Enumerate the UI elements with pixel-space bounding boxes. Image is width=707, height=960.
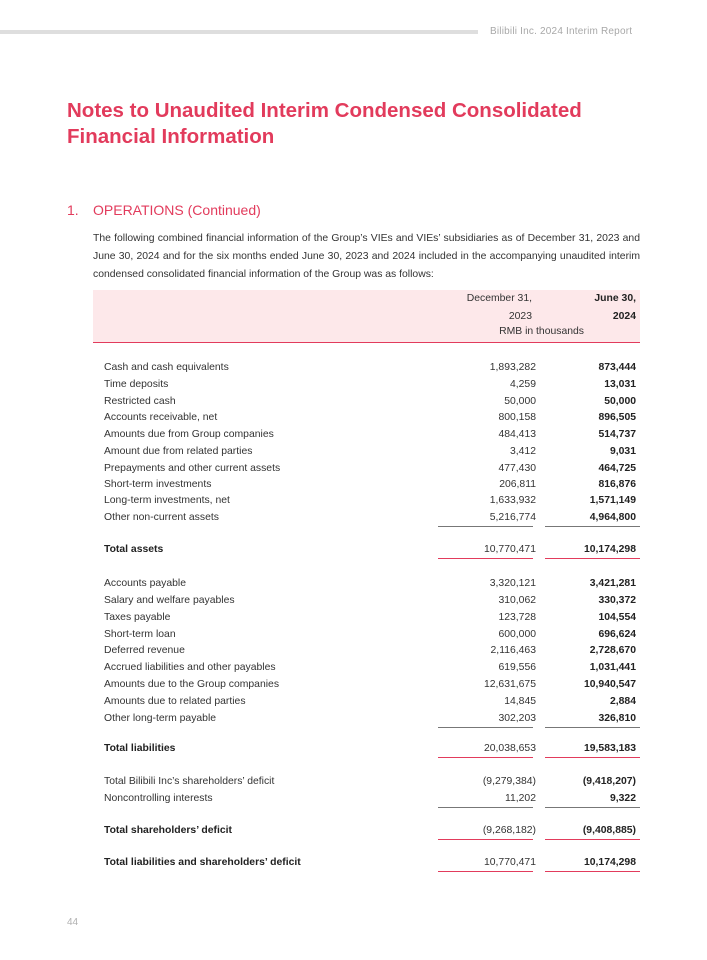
row-label: Restricted cash [104, 396, 176, 407]
row-label: Salary and welfare payables [104, 595, 235, 606]
subtotal-rule [545, 807, 640, 808]
table-row [104, 476, 640, 493]
value-2023: 310,062 [498, 595, 536, 606]
col-2024-label-line1: June 30, [594, 293, 636, 304]
subtotal-rule [545, 727, 640, 728]
value-2023: 206,811 [499, 479, 536, 490]
value-2023: 484,413 [498, 429, 536, 440]
value-2024: 464,725 [598, 463, 636, 474]
row-label: Time deposits [104, 379, 169, 390]
value-2023: 2,116,463 [490, 645, 536, 656]
subtotal-rule [545, 526, 640, 527]
total-rule [438, 558, 533, 559]
value-2024: 10,174,298 [583, 544, 636, 555]
row-label: Total shareholders’ deficit [104, 825, 232, 836]
header-rule [0, 30, 478, 34]
value-2023: 1,633,932 [489, 495, 536, 506]
value-2024: 104,554 [598, 612, 636, 623]
row-label: Prepayments and other current assets [104, 463, 281, 474]
row-label: Total liabilities and shareholders’ deficit [104, 857, 301, 868]
value-2024: (9,408,885) [582, 825, 636, 836]
table-row [104, 393, 640, 410]
value-2023: 600,000 [498, 629, 536, 640]
value-2023: 20,038,653 [483, 743, 536, 754]
table-row [104, 710, 640, 727]
subtotal-rule [438, 807, 533, 808]
value-2024: 10,174,298 [583, 857, 636, 868]
value-2023: 14,845 [504, 696, 536, 707]
value-2024: 9,031 [609, 446, 636, 457]
value-2024: 326,810 [598, 713, 636, 724]
section-heading [67, 202, 261, 218]
value-2024: 19,583,183 [583, 743, 636, 754]
value-2024: 2,884 [609, 696, 636, 707]
page-number: 44 [67, 917, 79, 928]
total-rule [438, 871, 533, 872]
value-2024: 330,372 [598, 595, 636, 606]
value-2023: 5,216,774 [489, 512, 536, 523]
value-2023: 12,631,675 [483, 679, 536, 690]
value-2024: 514,737 [598, 429, 636, 440]
col-2023-label-line2: 2023 [508, 311, 532, 322]
row-label: Taxes payable [104, 612, 171, 623]
total-row [104, 822, 640, 839]
value-2024: 3,421,281 [589, 578, 636, 589]
total-rule [545, 757, 640, 758]
value-2024: 1,031,441 [589, 662, 636, 673]
table-row [104, 626, 640, 643]
total-row [104, 854, 640, 871]
value-2023: 123,728 [498, 612, 536, 623]
value-2024: (9,418,207) [582, 776, 636, 787]
total-rule [545, 871, 640, 872]
unit-label: RMB in thousands [499, 326, 584, 337]
row-label: Cash and cash equivalents [104, 362, 229, 373]
value-2023: 3,412 [509, 446, 536, 457]
row-label: Amounts due to the Group companies [104, 679, 280, 690]
table-row [104, 693, 640, 710]
page-title: Notes to Unaudited Interim Condensed Consolidated Financial Information [67, 99, 582, 148]
row-label: Accrued liabilities and other payables [104, 662, 276, 673]
table-row [104, 359, 640, 376]
value-2023: 50,000 [504, 396, 536, 407]
row-label: Accounts receivable, net [104, 412, 218, 423]
value-2023: 302,203 [498, 713, 536, 724]
row-label: Other non-current assets [104, 512, 219, 523]
value-2024: 1,571,149 [589, 495, 636, 506]
row-label: Long-term investments, net [104, 495, 230, 506]
value-2023: (9,268,182) [482, 825, 536, 836]
running-header: Bilibili Inc. 2024 Interim Report [490, 26, 633, 37]
row-label: Amounts due to related parties [104, 696, 246, 707]
section-number: 1. [67, 202, 79, 218]
total-rule [438, 757, 533, 758]
value-2024: 873,444 [598, 362, 636, 373]
table-row [104, 790, 640, 807]
section-title: OPERATIONS (Continued) [93, 202, 261, 218]
table-row [104, 642, 640, 659]
value-2023: 3,320,121 [489, 578, 536, 589]
value-2024: 816,876 [598, 479, 636, 490]
row-label: Deferred revenue [104, 645, 185, 656]
row-label: Short-term loan [104, 629, 176, 640]
subtotal-rule [438, 526, 533, 527]
row-label: Other long-term payable [104, 713, 217, 724]
row-label: Amount due from related parties [104, 446, 253, 457]
row-label: Total liabilities [104, 743, 176, 754]
table-row [104, 592, 640, 609]
value-2023: 800,158 [498, 412, 536, 423]
total-rule [438, 839, 533, 840]
table-row [104, 609, 640, 626]
row-label: Accounts payable [104, 578, 187, 589]
value-2024: 10,940,547 [583, 679, 636, 690]
row-label: Amounts due from Group companies [104, 429, 274, 440]
value-2023: 619,556 [498, 662, 536, 673]
table-row [104, 443, 640, 460]
table-row [104, 676, 640, 693]
row-label: Total assets [104, 544, 164, 555]
table-row [104, 460, 640, 477]
table-row [104, 376, 640, 393]
total-row [104, 541, 640, 558]
value-2024: 2,728,670 [589, 645, 636, 656]
col-2024-label-line2: 2024 [612, 311, 636, 322]
table-header [93, 290, 640, 343]
value-2023: 11,202 [504, 793, 536, 804]
table-row [104, 492, 640, 509]
value-2023: 1,893,282 [489, 362, 536, 373]
table-row [104, 575, 640, 592]
value-2024: 696,624 [598, 629, 636, 640]
value-2023: 10,770,471 [483, 857, 536, 868]
total-rule [545, 558, 640, 559]
value-2023: (9,279,384) [482, 776, 536, 787]
value-2024: 9,322 [609, 793, 636, 804]
table-row [104, 659, 640, 676]
value-2023: 4,259 [509, 379, 536, 390]
subtotal-rule [438, 727, 533, 728]
row-label: Noncontrolling interests [104, 793, 213, 804]
total-row [104, 740, 640, 757]
total-rule [545, 839, 640, 840]
value-2024: 13,031 [604, 379, 636, 390]
row-label: Short-term investments [104, 479, 212, 490]
table-row [104, 409, 640, 426]
value-2024: 896,505 [598, 412, 636, 423]
value-2024: 50,000 [604, 396, 636, 407]
intro-paragraph: The following combined financial information of the Group’s VIEs and VIEs’ subsidiaries as of December 31, 2023 and June 30, 2024 and for the six months ended June 30, 2023 and 2024 included in the accompanying unaudited interim condensed consolidated financial information of the Group was as follows: [93, 233, 640, 280]
value-2024: 4,964,800 [589, 512, 636, 523]
row-label: Total Bilibili Inc’s shareholders’ deficit [104, 776, 275, 787]
value-2023: 477,430 [498, 463, 536, 474]
table-row [104, 773, 640, 790]
table-row [104, 426, 640, 443]
value-2023: 10,770,471 [483, 544, 536, 555]
col-2023-label-line1: December 31, [466, 293, 532, 304]
table-row [104, 509, 640, 526]
